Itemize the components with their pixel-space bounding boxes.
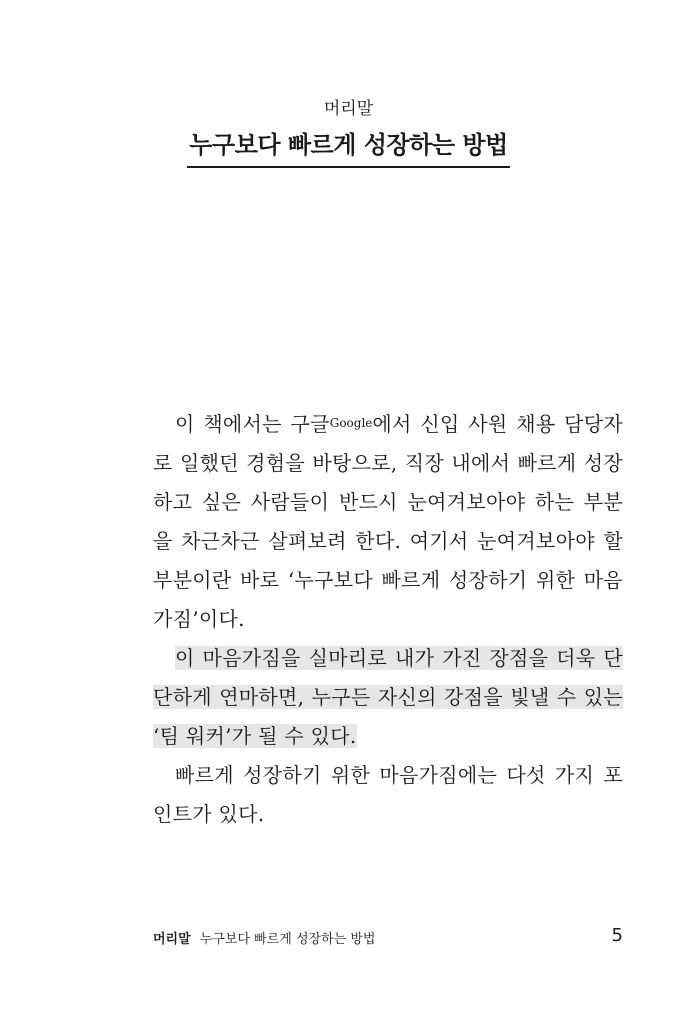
google-annotation: Google: [329, 416, 373, 430]
paragraph-1: [153, 404, 623, 639]
page-footer: [153, 925, 623, 948]
paragraph-2: [153, 639, 623, 756]
page-title: 누구보다 빠르게 성장하는 방법: [187, 130, 509, 168]
title-container: [0, 130, 697, 168]
paragraph-1-start: 이 책에서는 구글: [175, 412, 330, 436]
page-number: 5: [611, 925, 623, 946]
paragraph-1-rest: 에서 신입 사원 채용 담당자로 일했던 경험을 바탕으로, 직장 내에서 빠르게 성장하고 싶은 사람들이 반드시 눈여겨보아야 하는 부분을 차근차근 살펴보려 한다. 여기서 눈여겨보아야 할 부분이란 바로 ‘누구보다 빠르게 성장하기 위한 마음가짐’이다.: [153, 412, 623, 631]
highlighted-text: 이 마음가짐을 실마리로 내가 가진 장점을 더욱 단단하게 연마하면, 누구든 자신의 강점을 빛낼 수 있는 ‘팀 워커’가 될 수 있다.: [153, 646, 623, 748]
paragraph-3: 빠르게 성장하기 위한 마음가짐에는 다섯 가지 포인트가 있다.: [153, 763, 623, 826]
footer-chapter-title: 누구보다 빠르게 성장하는 방법: [199, 932, 376, 947]
section-label: 머리말: [323, 99, 374, 119]
footer-section-label: 머리말: [153, 932, 191, 947]
body-text: [153, 404, 623, 834]
